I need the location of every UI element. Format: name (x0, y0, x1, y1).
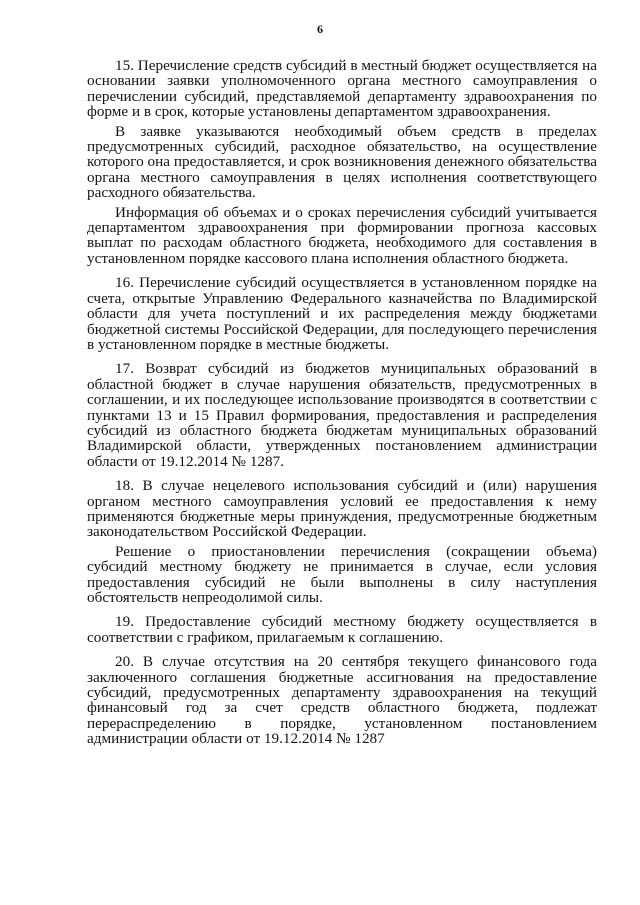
paragraph-18-decision: Решение о приостановлении перечисления (сокращении объема) субсидий местному бюджету не принимается в случае, если условия предоставления субсидий не были выполнены в силу наступления обстоятельств непреодолимой силы. (87, 542, 597, 606)
paragraph-16: 16. Перечисление субсидий осуществляется в установленном порядке на счета, открытые Управлению Федерального казначейства по Владимирской области для учета поступлений и их распределения между бюджетами бюджетной системы Российской Федерации, для последующего перечисления в установленном порядке в местные бюджеты. (87, 274, 597, 353)
document-body (87, 58, 597, 747)
paragraph-17: 17. Возврат субсидий из бюджетов муниципальных образований в областной бюджет в случае нарушения обязательств, предусмотренных в соглашении, и их последующее использование производятся в соответствии с пунктами 13 и 15 Правил формирования, предоставления и распределения субсидий из областного бюджета бюджетам муниципальных образований Владимирской области, утвержденных постановлением администрации области от 19.12.2014 № 1287. (87, 360, 597, 470)
paragraph-18: 18. В случае нецелевого использования субсидий и (или) нарушения органом местного самоуправления условий ее предоставления к нему применяются бюджетные меры принуждения, предусмотренные бюджетным законодательством Российской Федерации. (87, 477, 597, 541)
page-number: 6 (317, 22, 323, 36)
paragraph-15: 15. Перечисление средств субсидий в местный бюджет осуществляется на основании заявки уполномоченного органа местного самоуправления о перечислении субсидий, представляемой департаменту здравоохранения по форме и в срок, которые установлены департаментом здравоохранения. (87, 57, 597, 121)
paragraph-19: 19. Предоставление субсидий местному бюджету осуществляется в соответствии с графиком, прилагаемым к соглашению. (87, 613, 597, 646)
paragraph-15-application: В заявке указываются необходимый объем средств в пределах предусмотренных субсидий, расходное обязательство, на осуществление которого она предоставляется, и срок возникновения денежного обязательства органа местного самоуправления в целях исполнения соответствующего расходного обязательства. (87, 122, 597, 202)
paragraph-15-information: Информация об объемах и о сроках перечисления субсидий учитывается департаментом здравоохранения при формировании прогноза кассовых выплат по расходам областного бюджета, необходимого для составления в установленном порядке кассового плана исполнения областного бюджета. (87, 203, 597, 267)
paragraph-20: 20. В случае отсутствия на 20 сентября текущего финансового года заключенного соглашения бюджетные ассигнования на предоставление субсидий, предусмотренных департаменту здравоохранения на текущий финансовый год за счет средств областного бюджета, подлежат перераспределению в порядке, установленном постановлением администрации области от 19.12.2014 № 1287 (87, 653, 597, 748)
